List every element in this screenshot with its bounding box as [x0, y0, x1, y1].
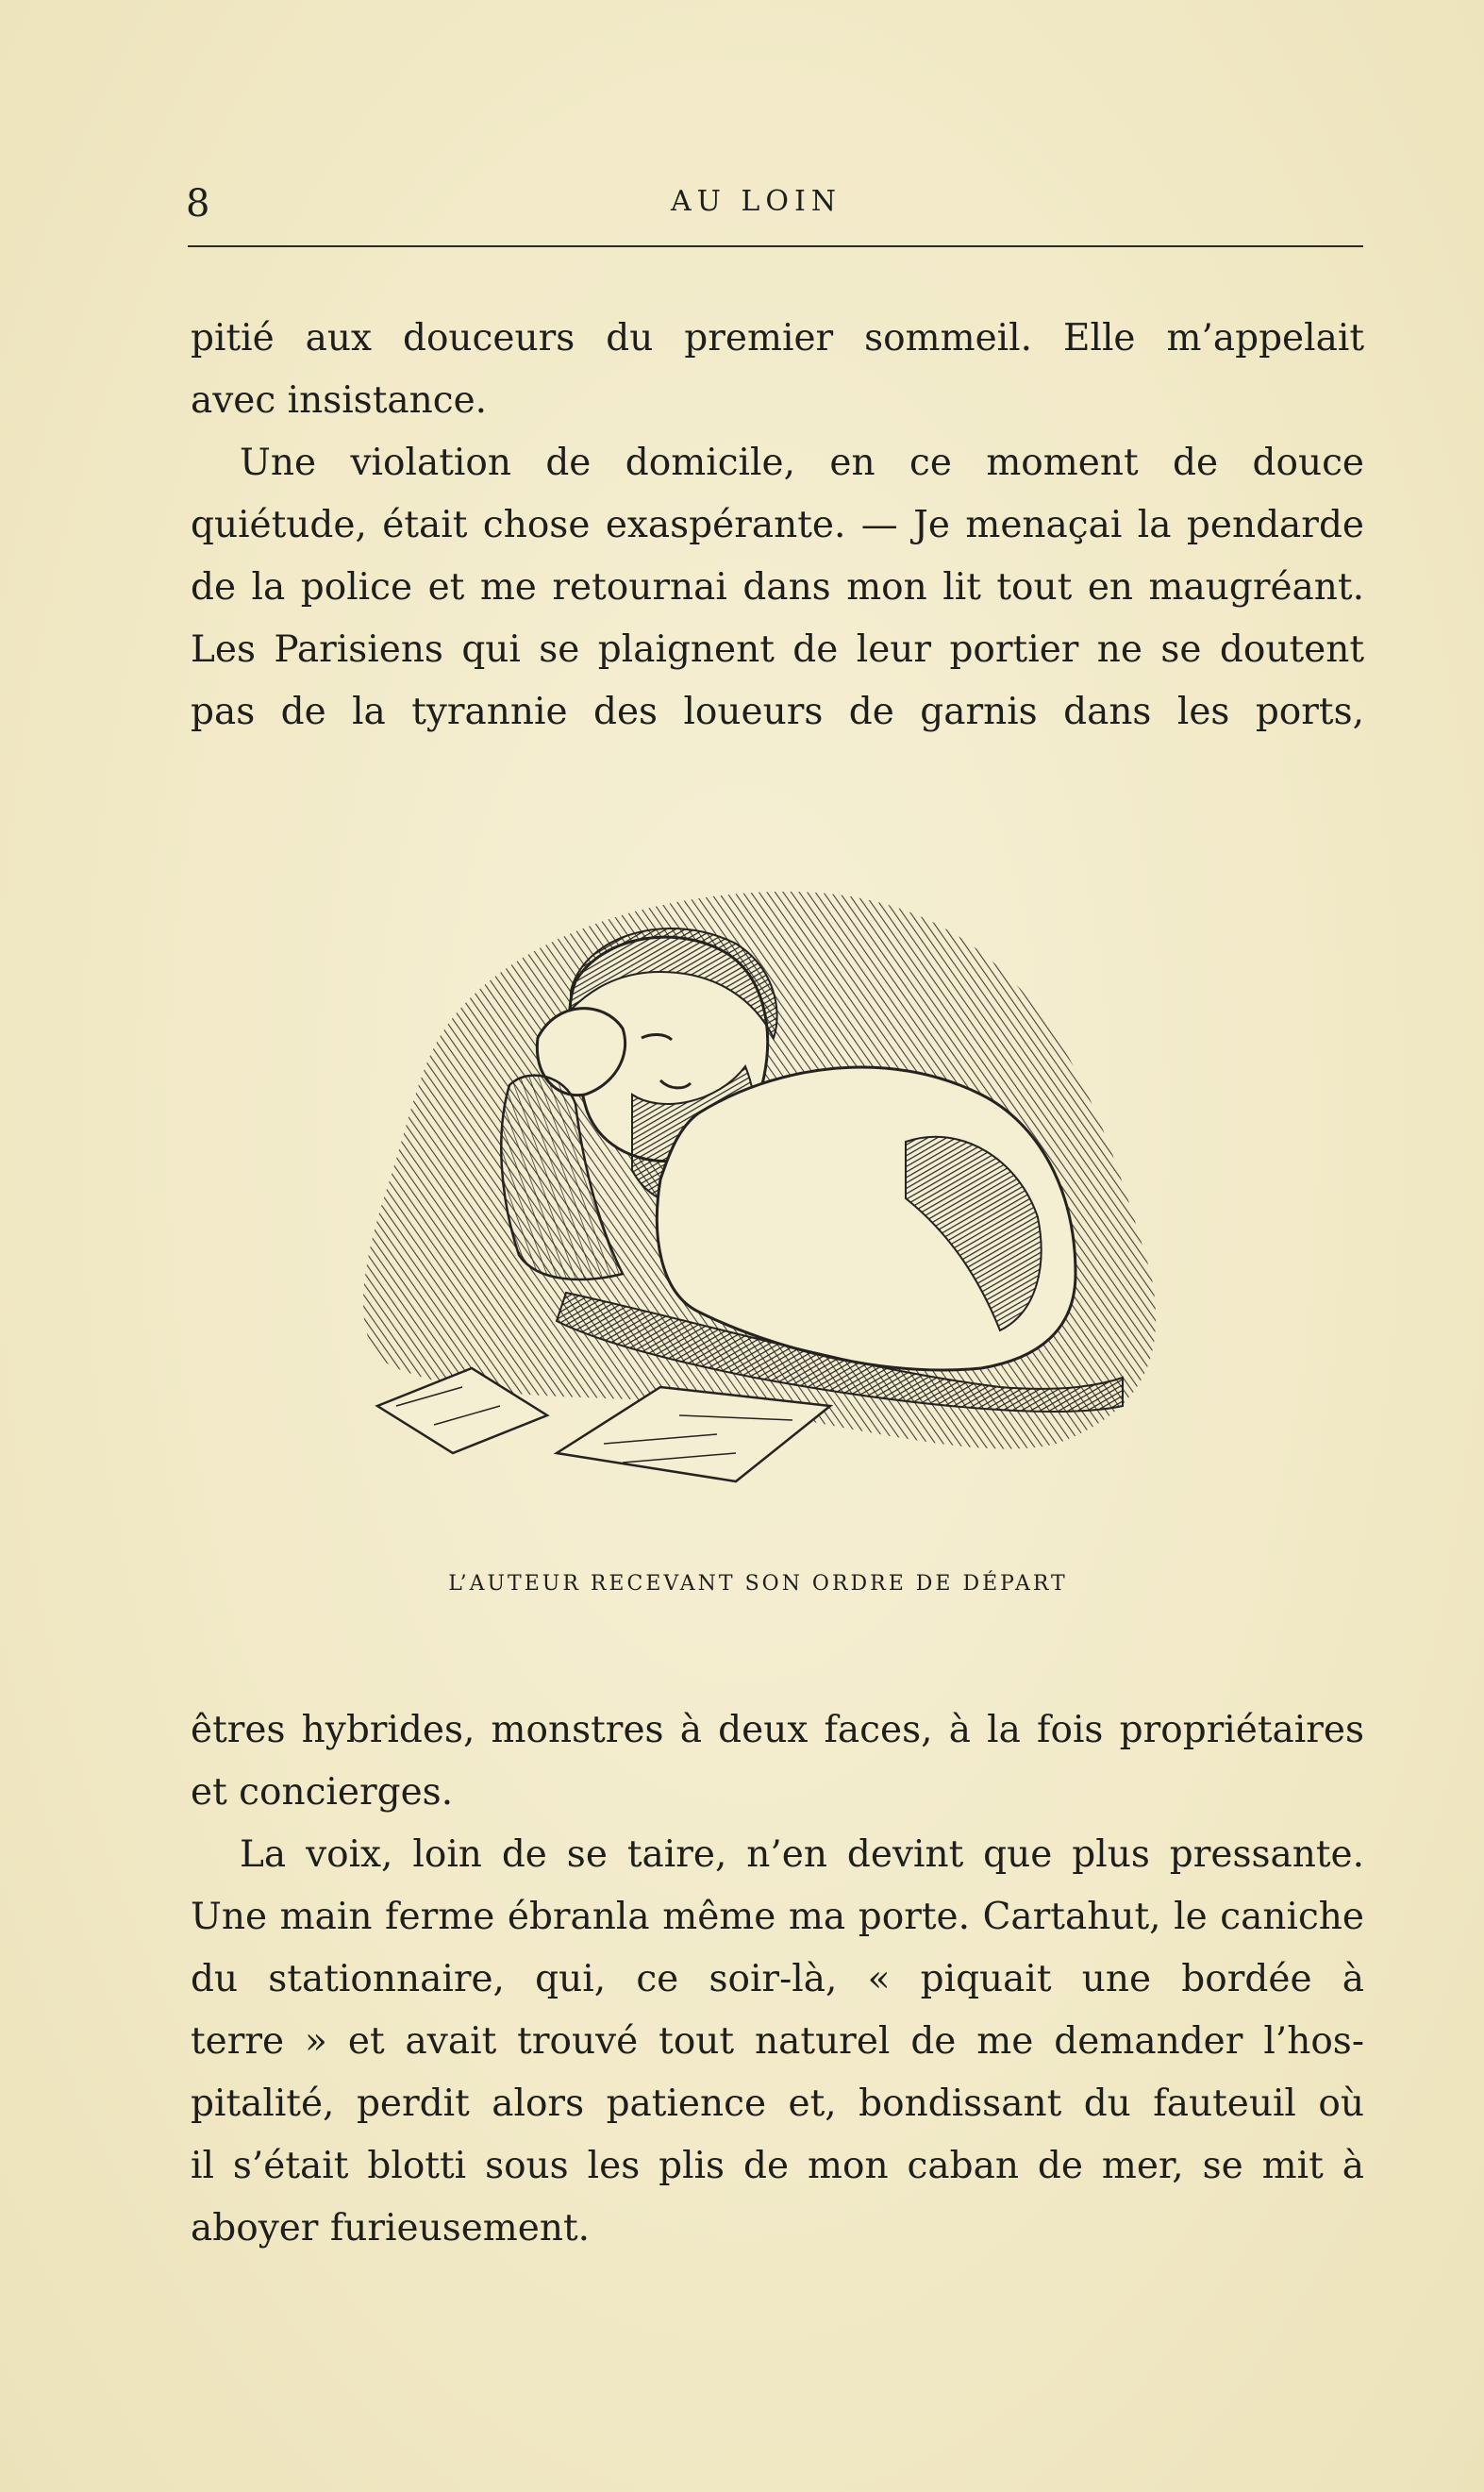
- text-line: Les Parisiens qui se plaignent de leur portier ne se doutent: [191, 628, 1364, 671]
- text-line: pitalité, perdit alors patience et, bondissant du fauteuil où: [191, 2082, 1364, 2125]
- text-block-bottom: [191, 1699, 1364, 2260]
- text-line: il s’était blotti sous les plis de mon caban de mer, se mit à: [191, 2145, 1364, 2187]
- text-line: de la police et me retournai dans mon lit tout en maugréant.: [191, 566, 1364, 609]
- text-line: êtres hybrides, monstres à deux faces, à la fois propriétaires: [191, 1709, 1364, 1751]
- text-line: du stationnaire, qui, ce soir-là, « piquait une bordée à: [191, 1958, 1364, 2000]
- text-line: avec insistance.: [191, 379, 488, 422]
- illustration-caption: L’AUTEUR RECEVANT SON ORDRE DE DÉPART: [448, 1572, 1068, 1596]
- text-line: et concierges.: [191, 1771, 454, 1814]
- header-rule: [188, 245, 1363, 247]
- text-block-top: [191, 308, 1364, 744]
- text-line: quiétude, était chose exaspérante. — Je menaçai la pendarde: [191, 504, 1364, 546]
- text-line: Une main ferme ébranla même ma porte. Cartahut, le caniche: [191, 1896, 1364, 1938]
- text-line: terre » et avait trouvé tout naturel de me demander l’hos-: [191, 2020, 1364, 2063]
- page-number: 8: [186, 182, 210, 226]
- text-line: La voix, loin de se taire, n’en devint que plus pressante.: [240, 1833, 1364, 1876]
- engraving-man-reading-icon: [321, 878, 1245, 1519]
- text-line: Une violation de domicile, en ce moment de douce: [240, 442, 1364, 484]
- text-line: aboyer furieusement.: [191, 2207, 591, 2249]
- running-title: AU LOIN: [670, 185, 842, 218]
- text-line: pitié aux douceurs du premier sommeil. Elle m’appelait: [191, 317, 1364, 360]
- text-line: pas de la tyrannie des loueurs de garnis dans les ports,: [191, 691, 1364, 733]
